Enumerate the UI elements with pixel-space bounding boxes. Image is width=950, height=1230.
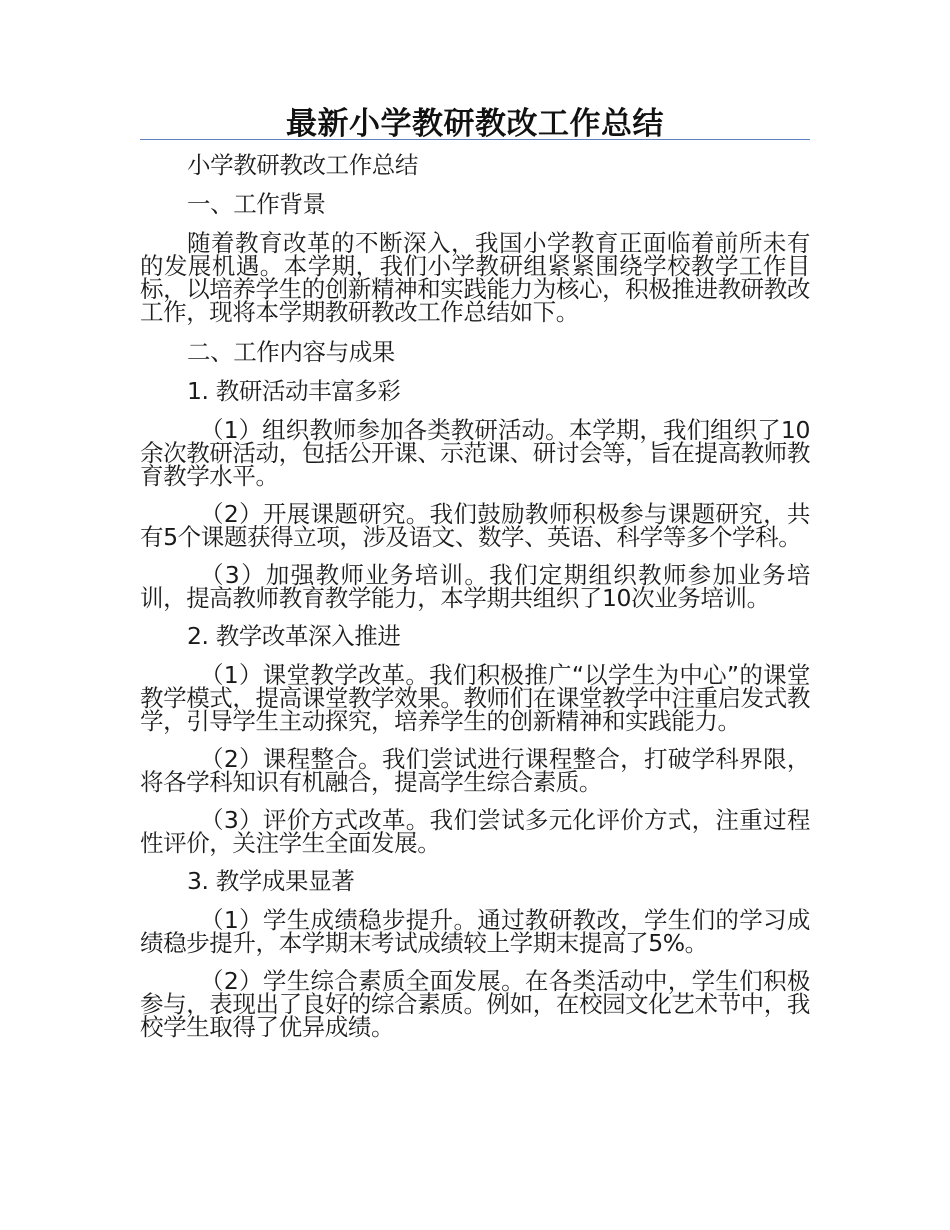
paragraph-student-scores: （1）学生成绩稳步提升。通过教研教改，学生们的学习成绩稳步提升，本学期末考试成绩较上学期末提高了5%。 [140, 906, 810, 957]
paragraph-classroom-reform: （1）课堂教学改革。我们积极推广“以学生为中心”的课堂教学模式，提高课堂教学效果。教师们在课堂教学中注重启发式教学，引导学生主动探究，培养学生的创新精神和实践能力。 [140, 661, 810, 735]
subsection-heading-research: 1. 教研活动丰富多彩 [187, 377, 401, 405]
title-underline [140, 139, 810, 140]
subtitle: 小学教研教改工作总结 [187, 151, 418, 179]
subsection-heading-reform: 2. 教学改革深入推进 [187, 622, 401, 650]
paragraph-teacher-training: （3）加强教师业务培训。我们定期组织教师参加业务培训，提高教师教育教学能力，本学期共组织了10次业务培训。 [140, 561, 810, 612]
subsection-heading-results: 3. 教学成果显著 [187, 867, 355, 895]
paragraph-background: 随着教育改革的不断深入，我国小学教育正面临着前所未有的发展机遇。本学期，我们小学教研组紧紧围绕学校教学工作目标，以培养学生的创新精神和实践能力为核心，积极推进教研教改工作，现将本学期教研教改工作总结如下。 [140, 229, 810, 326]
document-body [140, 152, 810, 1039]
paragraph-evaluation-reform: （3）评价方式改革。我们尝试多元化评价方式，注重过程性评价，关注学生全面发展。 [140, 806, 810, 857]
paragraph-research-projects: （2）开展课题研究。我们鼓励教师积极参与课题研究，共有5个课题获得立项，涉及语文、数学、英语、科学等多个学科。 [140, 500, 810, 551]
document-title: 最新小学教研教改工作总结 [286, 106, 664, 142]
paragraph-research-activities: （1）组织教师参加各类教研活动。本学期，我们组织了10余次教研活动，包括公开课、示范课、研讨会等，旨在提高教师教育教学水平。 [140, 416, 810, 490]
section-heading-content: 二、工作内容与成果 [187, 338, 395, 366]
paragraph-curriculum-integration: （2）课程整合。我们尝试进行课程整合，打破学科界限，将各学科知识有机融合，提高学生综合素质。 [140, 745, 810, 796]
paragraph-student-quality: （2）学生综合素质全面发展。在各类活动中，学生们积极参与，表现出了良好的综合素质。例如，在校园文化艺术节中，我校学生取得了优异成绩。 [140, 967, 810, 1041]
section-heading-background: 一、工作背景 [187, 190, 326, 218]
